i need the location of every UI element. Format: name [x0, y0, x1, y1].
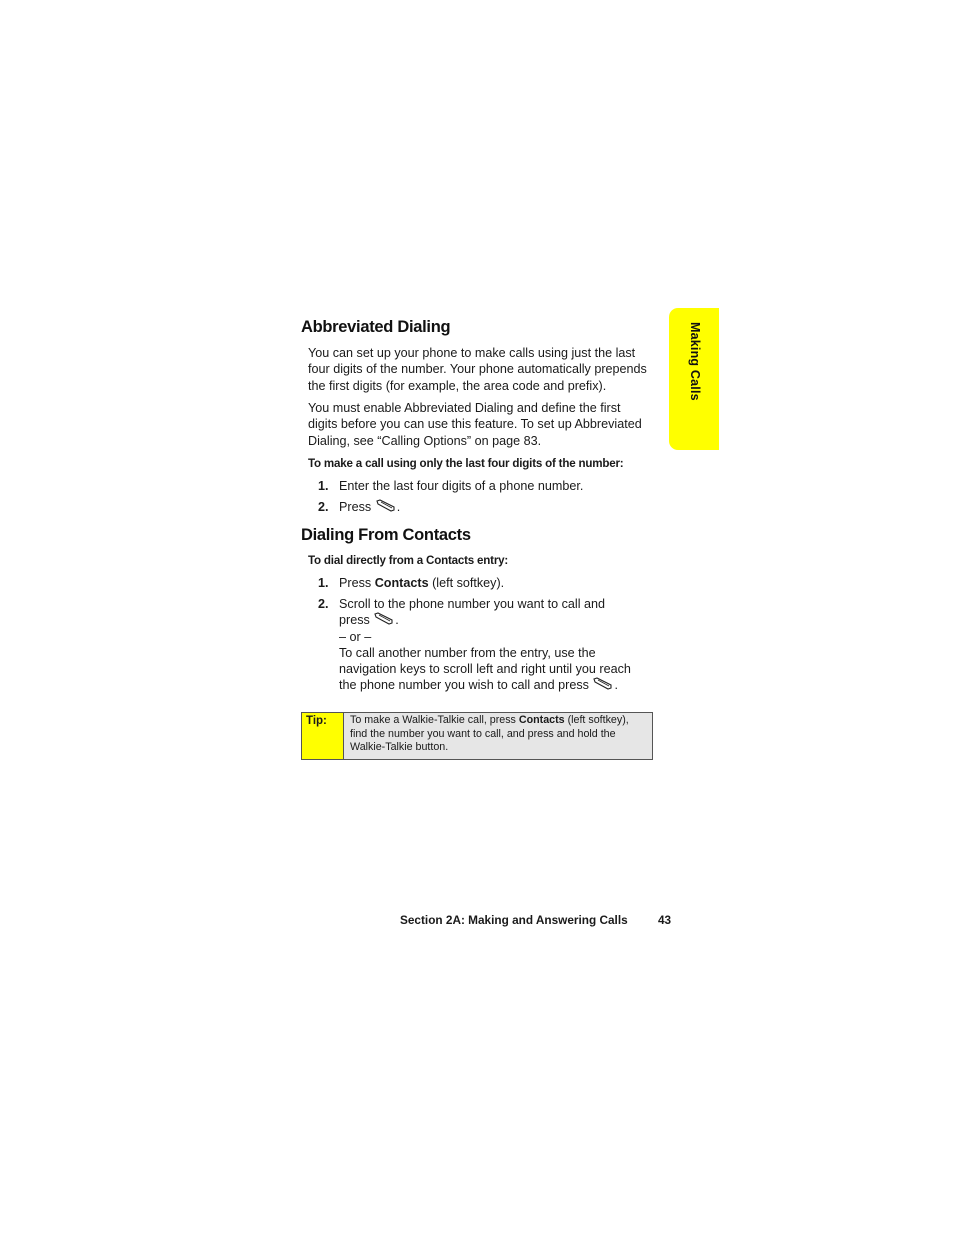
step-text-post: . — [395, 613, 399, 628]
talk-key-icon — [374, 612, 394, 625]
or-separator: – or – — [339, 629, 372, 644]
step-text-pre: the phone number you wish to call and press — [339, 678, 593, 693]
para-line: four digits of the number. Your phone automatically prepends — [308, 362, 647, 377]
step-text-pre: Press — [339, 500, 375, 514]
talk-key-icon — [593, 677, 613, 690]
heading-dialing-from-contacts: Dialing From Contacts — [301, 526, 471, 544]
paragraph-abbreviated-setup — [308, 400, 668, 449]
paragraph-abbreviated-intro — [308, 345, 668, 394]
side-tab-label: Making Calls — [688, 322, 702, 401]
step-1-press-contacts — [318, 575, 678, 592]
footer-page-number: 43 — [658, 913, 672, 927]
section-side-tab — [669, 308, 719, 450]
step-number: 2. — [318, 597, 329, 611]
para-line: Dialing, see “Calling Options” on page 83. — [308, 433, 542, 448]
step-line — [339, 612, 659, 628]
heading-abbreviated-dialing: Abbreviated Dialing — [301, 318, 451, 336]
step-text — [339, 596, 659, 694]
tip-text-pre: To make a Walkie-Talkie call, press — [350, 714, 519, 726]
step-text-post: . — [396, 500, 401, 514]
procedure-lead-contacts: To dial directly from a Contacts entry: — [308, 554, 509, 567]
para-line: You can set up your phone to make calls using just the last — [308, 346, 636, 360]
step-text — [339, 499, 659, 515]
step-line: Scroll to the phone number you want to call and — [339, 597, 606, 611]
tip-line: find the number you want to call, and press and hold the — [350, 727, 616, 740]
step-text: Enter the last four digits of a phone number. — [339, 479, 584, 493]
step-text-post: (left softkey). — [428, 576, 505, 590]
step-text-pre: press — [339, 613, 374, 628]
para-line: the first digits (for example, the area code and prefix). — [308, 378, 607, 393]
tip-label-cell — [302, 713, 344, 759]
footer-section-title: Section 2A: Making and Answering Calls — [400, 913, 628, 927]
tip-box — [301, 712, 653, 760]
softkey-contacts-label: Contacts — [374, 576, 429, 590]
step-text — [339, 575, 659, 591]
step-number: 1. — [318, 576, 329, 590]
tip-line — [350, 714, 646, 728]
step-number: 1. — [318, 479, 329, 493]
tip-text — [350, 714, 646, 755]
step-text-post: . — [614, 678, 618, 693]
step-2-press-talk — [318, 499, 678, 516]
tip-contacts-label: Contacts — [518, 714, 565, 726]
step-2-scroll-and-press — [318, 596, 678, 696]
para-line: You must enable Abbreviated Dialing and define the first — [308, 401, 621, 415]
tip-text-post: (left softkey), — [564, 714, 629, 726]
talk-key-icon — [376, 499, 396, 512]
procedure-lead-last-four: To make a call using only the last four digits of the number: — [308, 457, 624, 470]
step-line: navigation keys to scroll left and right until you reach — [339, 662, 631, 677]
step-line — [339, 677, 659, 693]
step-1-enter-digits — [318, 478, 678, 495]
para-line: digits before you can use this feature. To set up Abbreviated — [308, 417, 642, 432]
step-text-pre: Press — [339, 576, 375, 590]
tip-label: Tip: — [306, 715, 327, 727]
step-number: 2. — [318, 500, 329, 514]
tip-line: Walkie-Talkie button. — [350, 741, 449, 754]
step-line: To call another number from the entry, use the — [339, 645, 596, 660]
